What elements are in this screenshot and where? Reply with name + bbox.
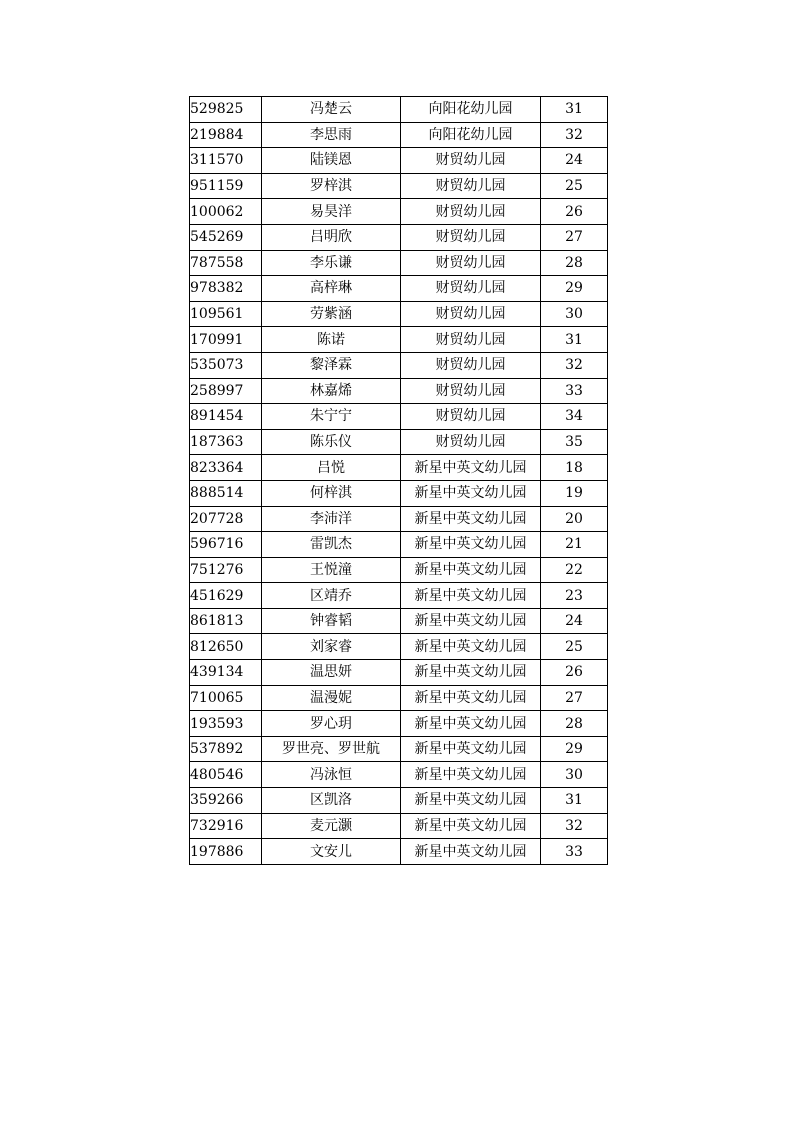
cell-school: 财贸幼儿园 [401, 148, 541, 174]
table-row [190, 276, 608, 302]
table-row [190, 173, 608, 199]
cell-school: 新星中英文幼儿园 [401, 532, 541, 558]
cell-seq: 23 [541, 583, 608, 609]
cell-id: 109561 [190, 301, 262, 327]
cell-school: 新星中英文幼儿园 [401, 660, 541, 686]
cell-id: 888514 [190, 480, 262, 506]
table-row [190, 250, 608, 276]
cell-name: 吕明欣 [262, 224, 401, 250]
cell-seq: 24 [541, 148, 608, 174]
cell-name: 王悦潼 [262, 557, 401, 583]
cell-school: 新星中英文幼儿园 [401, 788, 541, 814]
cell-id: 187363 [190, 429, 262, 455]
table-row [190, 429, 608, 455]
cell-seq: 22 [541, 557, 608, 583]
cell-id: 439134 [190, 660, 262, 686]
cell-name: 何梓淇 [262, 480, 401, 506]
table-row [190, 378, 608, 404]
roster-table [189, 96, 608, 865]
cell-seq: 25 [541, 173, 608, 199]
cell-id: 596716 [190, 532, 262, 558]
cell-name: 钟睿韬 [262, 608, 401, 634]
cell-school: 财贸幼儿园 [401, 327, 541, 353]
cell-id: 732916 [190, 813, 262, 839]
table-row [190, 788, 608, 814]
cell-seq: 31 [541, 97, 608, 123]
table-row [190, 506, 608, 532]
cell-name: 黎泽霖 [262, 352, 401, 378]
cell-seq: 32 [541, 813, 608, 839]
cell-seq: 30 [541, 762, 608, 788]
cell-name: 冯泳恒 [262, 762, 401, 788]
cell-name: 陈乐仪 [262, 429, 401, 455]
cell-id: 812650 [190, 634, 262, 660]
cell-id: 529825 [190, 97, 262, 123]
cell-name: 区靖乔 [262, 583, 401, 609]
cell-name: 高梓琳 [262, 276, 401, 302]
cell-name: 李思雨 [262, 122, 401, 148]
cell-school: 新星中英文幼儿园 [401, 736, 541, 762]
cell-name: 朱宁宁 [262, 404, 401, 430]
table-row [190, 122, 608, 148]
table-row [190, 608, 608, 634]
cell-name: 李乐谦 [262, 250, 401, 276]
cell-name: 罗梓淇 [262, 173, 401, 199]
table-row [190, 685, 608, 711]
cell-name: 文安儿 [262, 839, 401, 865]
cell-id: 258997 [190, 378, 262, 404]
table-row [190, 404, 608, 430]
cell-seq: 33 [541, 839, 608, 865]
cell-id: 861813 [190, 608, 262, 634]
cell-school: 新星中英文幼儿园 [401, 839, 541, 865]
cell-seq: 34 [541, 404, 608, 430]
cell-id: 219884 [190, 122, 262, 148]
cell-seq: 32 [541, 352, 608, 378]
cell-name: 冯楚云 [262, 97, 401, 123]
cell-name: 罗心玥 [262, 711, 401, 737]
table-row [190, 352, 608, 378]
table-row [190, 455, 608, 481]
cell-id: 451629 [190, 583, 262, 609]
table-row [190, 97, 608, 123]
cell-id: 207728 [190, 506, 262, 532]
cell-id: 359266 [190, 788, 262, 814]
cell-school: 财贸幼儿园 [401, 404, 541, 430]
cell-id: 193593 [190, 711, 262, 737]
table-row [190, 480, 608, 506]
cell-id: 311570 [190, 148, 262, 174]
cell-id: 100062 [190, 199, 262, 225]
table-row [190, 532, 608, 558]
table-row [190, 301, 608, 327]
table-row [190, 762, 608, 788]
cell-seq: 24 [541, 608, 608, 634]
table-row [190, 634, 608, 660]
cell-school: 新星中英文幼儿园 [401, 557, 541, 583]
table-row [190, 224, 608, 250]
cell-school: 新星中英文幼儿园 [401, 506, 541, 532]
cell-seq: 29 [541, 736, 608, 762]
cell-school: 新星中英文幼儿园 [401, 762, 541, 788]
cell-id: 751276 [190, 557, 262, 583]
cell-seq: 27 [541, 685, 608, 711]
cell-seq: 20 [541, 506, 608, 532]
cell-name: 吕悦 [262, 455, 401, 481]
table-row [190, 199, 608, 225]
cell-id: 480546 [190, 762, 262, 788]
cell-id: 951159 [190, 173, 262, 199]
cell-seq: 29 [541, 276, 608, 302]
cell-seq: 26 [541, 199, 608, 225]
cell-name: 刘家睿 [262, 634, 401, 660]
cell-name: 雷凯杰 [262, 532, 401, 558]
cell-id: 978382 [190, 276, 262, 302]
cell-seq: 28 [541, 711, 608, 737]
cell-name: 陈诺 [262, 327, 401, 353]
cell-seq: 25 [541, 634, 608, 660]
cell-seq: 31 [541, 327, 608, 353]
cell-seq: 30 [541, 301, 608, 327]
cell-id: 537892 [190, 736, 262, 762]
cell-name: 林嘉烯 [262, 378, 401, 404]
cell-id: 170991 [190, 327, 262, 353]
cell-id: 710065 [190, 685, 262, 711]
table-row [190, 660, 608, 686]
table-row [190, 839, 608, 865]
cell-school: 新星中英文幼儿园 [401, 480, 541, 506]
table-row [190, 813, 608, 839]
table-row [190, 711, 608, 737]
cell-school: 新星中英文幼儿园 [401, 685, 541, 711]
cell-school: 财贸幼儿园 [401, 301, 541, 327]
cell-seq: 27 [541, 224, 608, 250]
cell-seq: 31 [541, 788, 608, 814]
cell-seq: 35 [541, 429, 608, 455]
cell-school: 财贸幼儿园 [401, 224, 541, 250]
cell-school: 向阳花幼儿园 [401, 97, 541, 123]
cell-school: 财贸幼儿园 [401, 378, 541, 404]
cell-school: 新星中英文幼儿园 [401, 608, 541, 634]
cell-school: 新星中英文幼儿园 [401, 634, 541, 660]
cell-seq: 21 [541, 532, 608, 558]
cell-school: 财贸幼儿园 [401, 429, 541, 455]
cell-name: 麦元灏 [262, 813, 401, 839]
cell-school: 新星中英文幼儿园 [401, 813, 541, 839]
roster-table-body [190, 97, 608, 865]
cell-name: 罗世亮、罗世航 [262, 736, 401, 762]
table-row [190, 583, 608, 609]
cell-seq: 26 [541, 660, 608, 686]
cell-school: 新星中英文幼儿园 [401, 711, 541, 737]
cell-school: 财贸幼儿园 [401, 199, 541, 225]
cell-seq: 18 [541, 455, 608, 481]
table-row [190, 557, 608, 583]
cell-name: 易昊洋 [262, 199, 401, 225]
cell-seq: 32 [541, 122, 608, 148]
cell-seq: 28 [541, 250, 608, 276]
cell-name: 陆镁恩 [262, 148, 401, 174]
cell-school: 新星中英文幼儿园 [401, 583, 541, 609]
cell-school: 新星中英文幼儿园 [401, 455, 541, 481]
table-row [190, 148, 608, 174]
cell-school: 向阳花幼儿园 [401, 122, 541, 148]
cell-school: 财贸幼儿园 [401, 276, 541, 302]
cell-school: 财贸幼儿园 [401, 250, 541, 276]
table-row [190, 327, 608, 353]
table-row [190, 736, 608, 762]
cell-id: 545269 [190, 224, 262, 250]
cell-id: 823364 [190, 455, 262, 481]
cell-name: 区凯洛 [262, 788, 401, 814]
cell-name: 温漫妮 [262, 685, 401, 711]
cell-name: 李沛洋 [262, 506, 401, 532]
cell-seq: 19 [541, 480, 608, 506]
cell-seq: 33 [541, 378, 608, 404]
cell-id: 197886 [190, 839, 262, 865]
cell-id: 535073 [190, 352, 262, 378]
cell-id: 787558 [190, 250, 262, 276]
cell-id: 891454 [190, 404, 262, 430]
cell-school: 财贸幼儿园 [401, 173, 541, 199]
cell-school: 财贸幼儿园 [401, 352, 541, 378]
cell-name: 劳紫涵 [262, 301, 401, 327]
cell-name: 温思妍 [262, 660, 401, 686]
